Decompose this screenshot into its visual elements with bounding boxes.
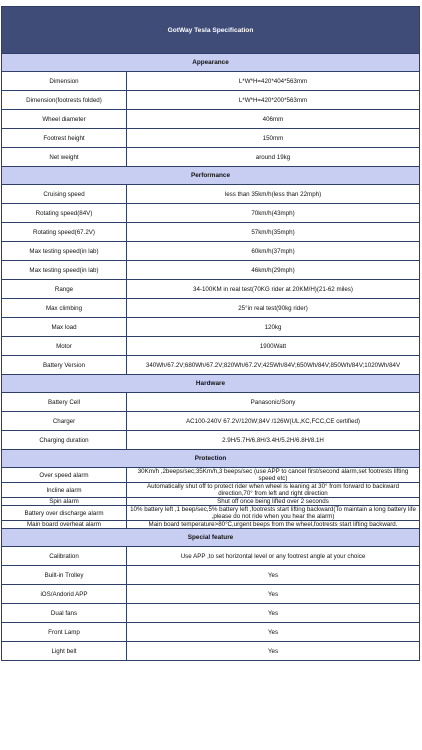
spec-row (2, 280, 420, 299)
spec-label: Cruising speed (2, 185, 127, 204)
spec-value: 2.9H/5.7H/6.8H/3.4H/5.2H/6.8H/8.1H (127, 431, 420, 450)
spec-label: Rotating speed(67.2V) (2, 223, 127, 242)
spec-label: Dimension (2, 72, 127, 91)
spec-label: Wheel diameter (2, 110, 127, 129)
spec-row (2, 566, 420, 585)
spec-row (2, 223, 420, 242)
spec-label: Battery over discharge alarm (2, 506, 127, 521)
spec-label: Battery Cell (2, 393, 127, 412)
spec-label: Dimension(footrests folded) (2, 91, 127, 110)
spec-label: Battery Version (2, 356, 127, 375)
section-header-protection (2, 450, 420, 468)
section-title: Appearance (2, 54, 420, 72)
spec-label: Net weight (2, 148, 127, 167)
spec-row (2, 521, 420, 529)
section-header-special-feature (2, 529, 420, 547)
spec-row (2, 585, 420, 604)
spec-row (2, 148, 420, 167)
title-row (2, 7, 420, 54)
spec-value: 34-100KM in real test(70KG rider at 20KM/H)(21-62 miles) (127, 280, 420, 299)
spec-value: Automatically shut off to protect rider when wheel is leaning at 30° from forward to backward direction,70° from left and right direction (127, 483, 420, 498)
spec-value: AC100-240V 67.2V/120W;84V /126W(UL,KC,FCC,CE certified) (127, 412, 420, 431)
spec-value: 60km/h(37mph) (127, 242, 420, 261)
spec-row (2, 185, 420, 204)
spec-table (1, 6, 420, 661)
spec-value: L*W*H=420*200*563mm (127, 91, 420, 110)
spec-value: Yes (127, 623, 420, 642)
spec-row (2, 623, 420, 642)
spec-value: 57km/h(35mph) (127, 223, 420, 242)
spec-row (2, 483, 420, 498)
spec-row (2, 261, 420, 280)
spec-label: Footrest height (2, 129, 127, 148)
section-title: Performance (2, 167, 420, 185)
spec-row (2, 393, 420, 412)
spec-value: Yes (127, 566, 420, 585)
spec-row (2, 498, 420, 506)
section-title: Protection (2, 450, 420, 468)
spec-row (2, 547, 420, 566)
section-title: Special feature (2, 529, 420, 547)
spec-row (2, 318, 420, 337)
spec-label: Max testing speed(in lab) (2, 242, 127, 261)
spec-label: Charging duration (2, 431, 127, 450)
spec-row (2, 356, 420, 375)
spec-value: Yes (127, 642, 420, 661)
spec-label: Front Lamp (2, 623, 127, 642)
spec-row (2, 299, 420, 318)
spec-value: 340Wh/67.2V;680Wh/67.2V;820Wh/67.2V;425Wh/84V;650Wh/84V;850Wh/84V;1020Wh/84V (127, 356, 420, 375)
spec-label: Light belt (2, 642, 127, 661)
spec-row (2, 506, 420, 521)
spec-value: Yes (127, 585, 420, 604)
spec-value: 150mm (127, 129, 420, 148)
spec-value: around 19kg (127, 148, 420, 167)
spec-value: 30Km/h ,2beeps/sec;35Km/h,3 beeps/sec (use APP to cancel first/second alarm,set footrests lifting speed etc) (127, 468, 420, 483)
spec-value: 1900Watt (127, 337, 420, 356)
spec-label: Max climbing (2, 299, 127, 318)
spec-label: Built-in Trolley (2, 566, 127, 585)
spec-row (2, 412, 420, 431)
spec-row (2, 604, 420, 623)
spec-row (2, 431, 420, 450)
spec-value: 120kg (127, 318, 420, 337)
spec-value: 46km/h(29mph) (127, 261, 420, 280)
spec-label: Main board overheat alarm (2, 521, 127, 529)
section-title: Hardware (2, 375, 420, 393)
spec-label: iOS/Andorid APP (2, 585, 127, 604)
spec-row (2, 468, 420, 483)
spec-label: Max load (2, 318, 127, 337)
spec-row (2, 642, 420, 661)
spec-label: Incline alarm (2, 483, 127, 498)
spec-row (2, 337, 420, 356)
spec-label: Dual fans (2, 604, 127, 623)
spec-label: Range (2, 280, 127, 299)
spec-value: Yes (127, 604, 420, 623)
spec-title: GotWay Tesla Specification (2, 7, 420, 54)
section-header-appearance (2, 54, 420, 72)
spec-value: L*W*H=420*404*563mm (127, 72, 420, 91)
section-header-performance (2, 167, 420, 185)
spec-row (2, 129, 420, 148)
spec-value: 70km/h(43mph) (127, 204, 420, 223)
spec-value: Shut off once being lifted over 2 seconds (127, 498, 420, 506)
spec-value: less than 35km/h(less than 22mph) (127, 185, 420, 204)
spec-label: Calibration (2, 547, 127, 566)
spec-label: Charger (2, 412, 127, 431)
spec-value: Panasonic/Sony (127, 393, 420, 412)
spec-label: Max testing speed(in lab) (2, 261, 127, 280)
spec-row (2, 72, 420, 91)
spec-label: Rotating speed(84V) (2, 204, 127, 223)
spec-value: 10% battery left ,1 beep/sec,5% battery left ,footrests start lifting backward(To maintain a long battery life ,please do not ride when you hear the alarm) (127, 506, 420, 521)
spec-value: Use APP ,to set horizontal level or any footrest angle at your choice (127, 547, 420, 566)
spec-row (2, 204, 420, 223)
spec-row (2, 110, 420, 129)
spec-value: 406mm (127, 110, 420, 129)
spec-label: Over speed alarm (2, 468, 127, 483)
spec-label: Spin alarm (2, 498, 127, 506)
section-header-hardware (2, 375, 420, 393)
spec-row (2, 91, 420, 110)
spec-row (2, 242, 420, 261)
spec-label: Motor (2, 337, 127, 356)
spec-value: 25°in real test(90kg rider) (127, 299, 420, 318)
spec-value: Main board temperature>80°C,urgent beeps from the wheel,footrests start lifting backward. (127, 521, 420, 529)
